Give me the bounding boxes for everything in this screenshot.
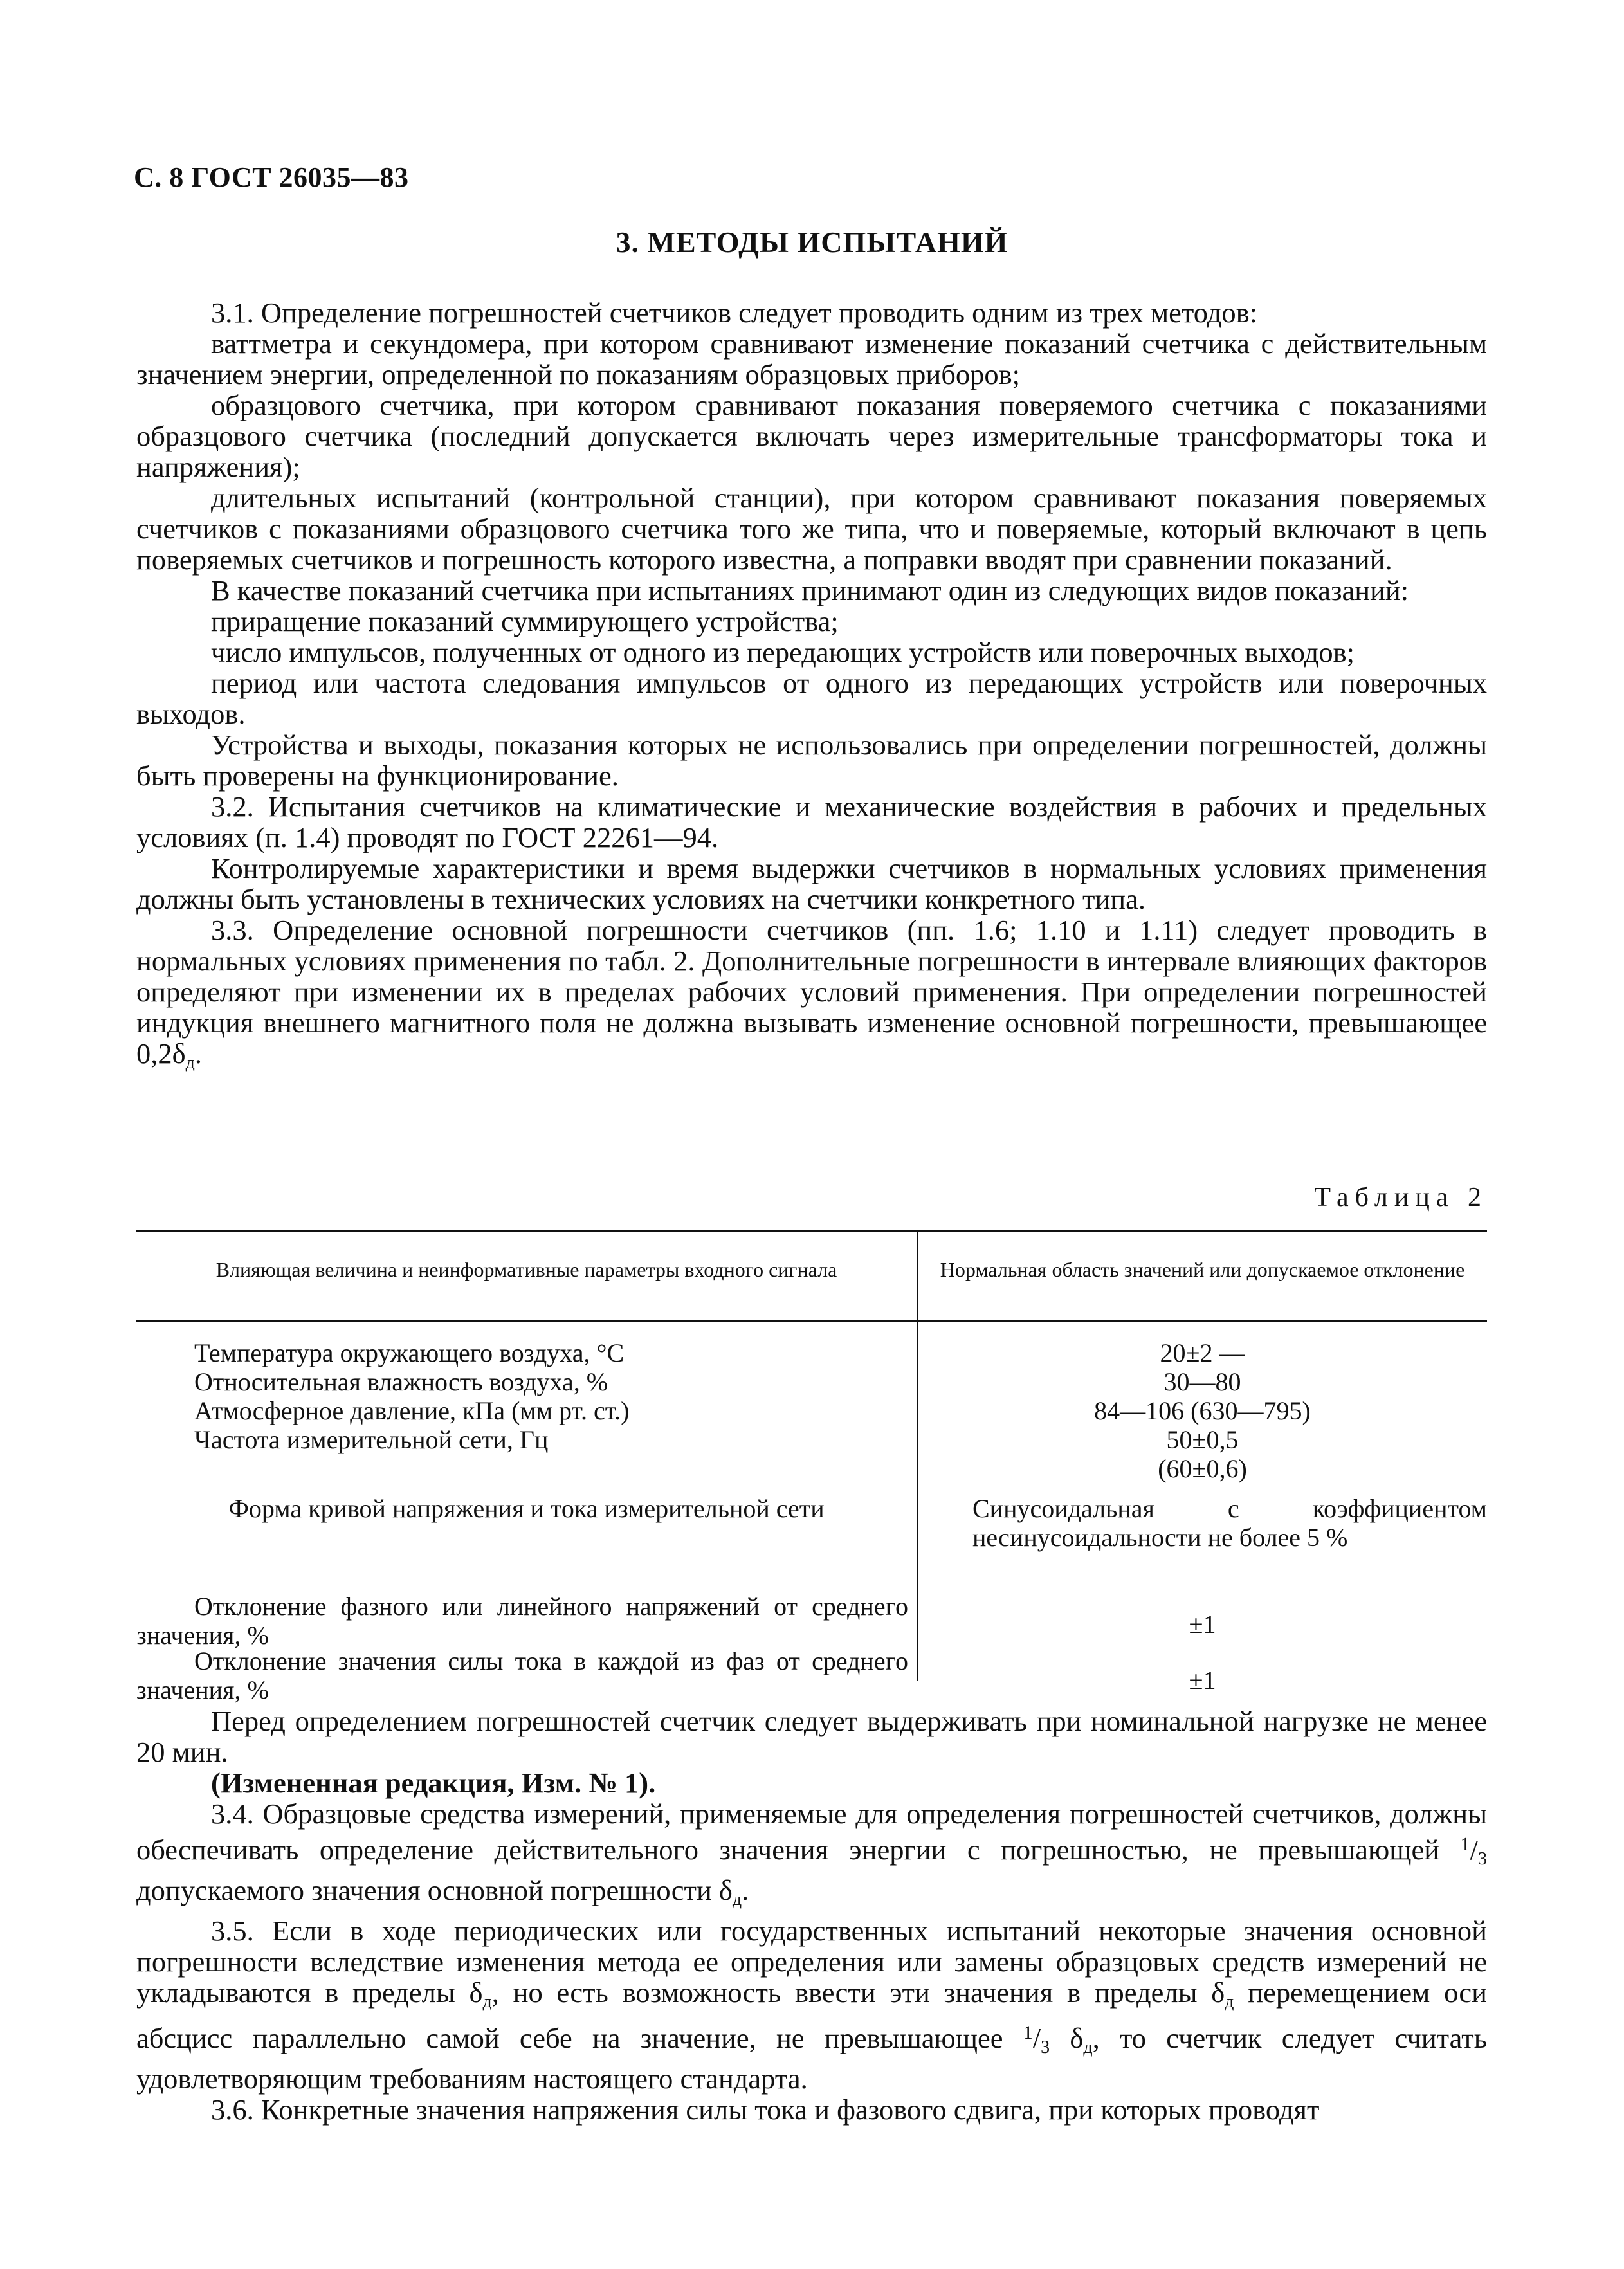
paragraph: образцового счетчика, при котором сравнивают показания поверяемого счетчика с показаниями образцового счетчика (последний допускается включать через измерительные трансформаторы тока и напряжения); <box>136 389 1487 483</box>
table-cell-shape: Форма кривой напряжения и тока измерительной сети <box>228 1494 825 1523</box>
table-cell: 30—80 <box>1163 1367 1241 1396</box>
text: , то счетчик следует считать удовлетворяющим требованиям настоящего стандарта. <box>136 2022 1487 2095</box>
paragraph: Перед определением погрешностей счетчик следует выдерживать при номинальной нагрузке не менее 20 мин. <box>136 1705 1487 1768</box>
fraction-numerator: 1 <box>1023 2022 1033 2043</box>
table-cell: Частота измерительной сети, Гц <box>194 1425 549 1454</box>
table-caption: Таблица 2 <box>1314 1183 1488 1212</box>
table-cell-shape-value: Синусоидальная с коэффициентом несинусоидальности не более 5 % <box>972 1494 1487 1552</box>
fraction-numerator: 1 <box>1460 1834 1470 1855</box>
subscript: д <box>732 1890 742 1909</box>
table-cell: 20±2 — <box>1160 1338 1245 1367</box>
table-cell-current-deviation-value: ±1 <box>1189 1666 1216 1695</box>
paragraph: число импульсов, полученных от одного из передающих устройств или поверочных выходов; <box>211 636 1355 668</box>
table-header-col1: Влияющая величина и неинформативные параметры входного сигнала <box>215 1258 837 1281</box>
text-block-bottom <box>136 1706 1487 2125</box>
table-header-col2: Нормальная область значений или допускаемое отклонение <box>940 1258 1465 1281</box>
fraction-denominator: 3 <box>1041 2037 1050 2057</box>
paragraph: 3.2. Испытания счетчиков на климатические и механические воздействия в рабочих и предельных условиях (п. 1.4) проводят по ГОСТ 22261—94. <box>136 790 1487 853</box>
table-cell: Относительная влажность воздуха, % <box>194 1367 608 1396</box>
section-title: 3. МЕТОДЫ ИСПЫТАНИЙ <box>616 226 1008 259</box>
paragraph: Контролируемые характеристики и время выдержки счетчиков в нормальных условиях применения должны быть установлены в технических условиях на счетчики конкретного типа. <box>136 852 1487 915</box>
subscript: д <box>482 1992 492 2012</box>
subscript: д <box>185 1053 195 1073</box>
paragraph-3-3 <box>136 915 1487 1079</box>
table-cell: Температура окружающего воздуха, °С <box>194 1338 625 1367</box>
amendment-note: (Измененная редакция, Изм. № 1). <box>211 1767 656 1799</box>
table-cell: Атмосферное давление, кПа (мм рт. ст.) <box>194 1396 630 1425</box>
text: , но есть возможность ввести эти значения в пределы δ <box>491 1976 1225 2009</box>
text: . <box>742 1874 749 1906</box>
subscript: д <box>1083 2037 1093 2057</box>
table-cell-voltage-deviation-value: ±1 <box>1189 1610 1216 1639</box>
table-left-cells <box>194 1338 908 1454</box>
table-2 <box>136 1230 1487 1704</box>
table-header-rule <box>136 1320 1487 1322</box>
text: 3.3. Определение основной погрешности счетчиков (пп. 1.6; 1.10 и 1.11) следует проводить в нормальных условиях применения по табл. 2. Дополнительные погрешности в интервале влияющих факторов определяют при изменении их в пределах рабочих условий применения. При определении погрешностей индукция внешнего магнитного поля не должна вызывать изменение основной погрешности, превышающее 0,2δ <box>136 914 1487 1070</box>
text: 3.5. Если в ходе периодических или государственных испытаний некоторые значения основной погрешности вследствие изменения метода ее определения или замены образцовых средств измерений не укладываются в пределы δ <box>136 1915 1487 2009</box>
table-cell-current-deviation: Отклонение значения силы тока в каждой из фаз от среднего значения, % <box>136 1646 908 1704</box>
paragraph: Устройства и выходы, показания которых не использовались при определении погрешностей, должны быть проверены на функционирование. <box>136 729 1487 792</box>
subscript: д <box>1225 1992 1234 2012</box>
table-top-rule <box>136 1230 1487 1232</box>
paragraph: период или частота следования импульсов от одного из передающих устройств или поверочных выходов. <box>136 667 1487 730</box>
fraction-denominator: 3 <box>1478 1849 1487 1869</box>
text: допускаемого значения основной погрешности δ <box>136 1874 733 1906</box>
table-cell: 50±0,5 <box>1166 1425 1239 1454</box>
text: . <box>194 1037 202 1070</box>
table-right-cells <box>918 1338 1487 1483</box>
text-block-top <box>136 297 1487 1079</box>
page-header: С. 8 ГОСТ 26035—83 <box>134 161 409 193</box>
paragraph: 3.1. Определение погрешностей счетчиков следует проводить одним из трех методов: <box>211 296 1258 329</box>
paragraph-3-5: 3.5. Если в ходе периодических или государственных испытаний некоторые значения основной погрешности вследствие изменения метода ее определения или замены образцовых средств измерений не укладываются в пределы $\delta_д$, но есть возможность ввести эти значения в пределы $\delta_д$ перемещением оси абсцисс параллельно самой себе на значение, не превышающее $^1/_3$ $\delta_д$, то счетчик следует считать удовлетворяющим требованиям настоящего стандарта. <box>136 1915 1487 2095</box>
text: δ <box>1050 2022 1084 2054</box>
paragraph: В качестве показаний счетчика при испытаниях принимают один из следующих видов показаний: <box>211 574 1409 606</box>
text: перемещением оси абсцисс параллельно самой себе на значение, не превышающее <box>136 1976 1487 2054</box>
table-cell-voltage-deviation: Отклонение фазного или линейного напряжений от среднего значения, % <box>136 1592 908 1650</box>
table-cell: (60±0,6) <box>1158 1454 1247 1483</box>
paragraph-3-4: 3.4. Образцовые средства измерений, применяемые для определения погрешностей счетчиков, должны обеспечивать определение действительного значения энергии с погрешностью, не превышающей $^1/_3$ допускаемого значения основной погрешности $\delta_д$. <box>136 1798 1487 1909</box>
paragraph-3-6: 3.6. Конкретные значения напряжения силы тока и фазового сдвига, при которых проводят <box>211 2093 1320 2126</box>
text: 3.4. Образцовые средства измерений, применяемые для определения погрешностей счетчиков, должны обеспечивать определение действительного значения энергии с погрешностью, не превышающей <box>136 1798 1487 1866</box>
paragraph: длительных испытаний (контрольной станции), при котором сравнивают показания поверяемых счетчиков с показаниями образцового счетчика того же типа, что и поверяемые, который включают в цепь поверяемых счетчиков и погрешность которого известна, а поправки вводят при сравнении показаний. <box>136 482 1487 576</box>
table-cell: 84—106 (630—795) <box>1094 1396 1311 1425</box>
paragraph: приращение показаний суммирующего устройства; <box>211 605 839 637</box>
paragraph: ваттметра и секундомера, при котором сравнивают изменение показаний счетчика с действительным значением энергии, определенной по показаниям образцовых приборов; <box>136 327 1487 390</box>
